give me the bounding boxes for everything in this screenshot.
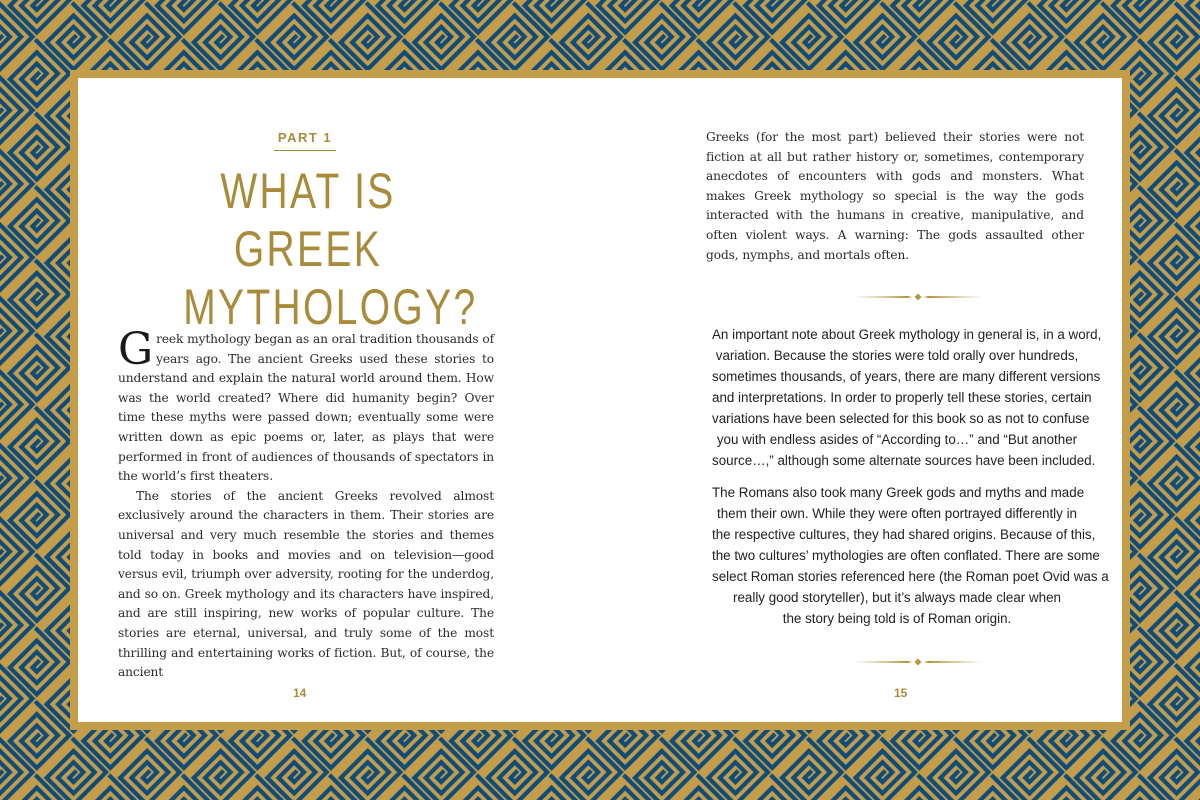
right-page bbox=[600, 78, 1122, 722]
book-spread bbox=[78, 78, 1122, 722]
part-label: PART 1 bbox=[274, 130, 336, 151]
page-number-left: 14 bbox=[293, 686, 307, 700]
note-line: them their own. While they were often portrayed differently in bbox=[717, 506, 1077, 521]
left-body-text bbox=[118, 324, 494, 683]
note-line: source…,” although some alternate sources have been included. bbox=[712, 453, 1096, 468]
second-paragraph: The stories of the ancient Greeks revolved almost exclusively around the characters in them. Their stories are universal and very much resemble the stories and themes told today in books and movies and on television—good versus evil, triumph over adversity, rooting for the underdog, and so on. Greek mythology and its characters have inspired, and are still inspiring, new works of popular culture. The stories are eternal, universal, and truly some of the most thrilling and entertaining works of fiction. But, of course, the ancient bbox=[118, 488, 494, 680]
note-line: select Roman stories referenced here (the Roman poet Ovid was a bbox=[712, 569, 1109, 584]
note-line: variation. Because the stories were told orally over hundreds, bbox=[715, 348, 1079, 363]
note-line: and interpretations. In order to properly tell these stories, certain bbox=[712, 390, 1092, 405]
intro-paragraph bbox=[118, 324, 494, 487]
chapter-title bbox=[183, 162, 478, 336]
note-line: really good storyteller), but it’s always made clear when bbox=[733, 590, 1061, 605]
chapter-title-line1: WHAT IS GREEK bbox=[220, 163, 396, 277]
left-page bbox=[78, 78, 600, 722]
note-line: The Romans also took many Greek gods and myths and made bbox=[712, 485, 1085, 500]
drop-cap: G bbox=[118, 324, 154, 375]
note-line: sometimes thousands, of years, there are many different versions bbox=[712, 369, 1101, 384]
variation-note bbox=[712, 324, 1102, 471]
page-number-right: 15 bbox=[894, 686, 908, 700]
note-line: variations have been selected for this book so as not to confuse bbox=[712, 411, 1090, 426]
intro-paragraph-text: reek mythology began as an oral tradition thousands of years ago. The ancient Greeks used these stories to understand and explain the natural world around them. How was the world created? Where did humanity begin? Over time these myths were passed down; eventually some were written down as epic poems or, later, as plays that were performed in front of audiences of thousands of spectators in the world’s first theaters. bbox=[118, 332, 494, 484]
right-body-text bbox=[706, 128, 1084, 265]
note-line: An important note about Greek mythology in general is, in a word, bbox=[712, 327, 1102, 342]
ornament-divider-icon bbox=[854, 658, 982, 666]
continued-paragraph: Greeks (for the most part) believed their stories were not fiction at all but rather history or, sometimes, contemporary anecdotes of encounters with gods and monsters. What makes Greek mythology so special is the way the gods interacted with the humans in creative, manipulative, and often violent ways. A warning: The gods assaulted other gods, nymphs, and mortals often. bbox=[706, 130, 1084, 262]
roman-note bbox=[712, 482, 1109, 629]
note-line: the story being told is of Roman origin. bbox=[782, 611, 1012, 626]
note-line: the respective cultures, they had shared origins. Because of this, bbox=[712, 527, 1096, 542]
note-line: the two cultures’ mythologies are often conflated. There are some bbox=[712, 548, 1100, 563]
note-line: you with endless asides of “According to…” and “But another bbox=[716, 432, 1078, 447]
ornament-divider-icon bbox=[854, 293, 982, 301]
chapter-title-line2: MYTHOLOGY? bbox=[183, 279, 478, 335]
